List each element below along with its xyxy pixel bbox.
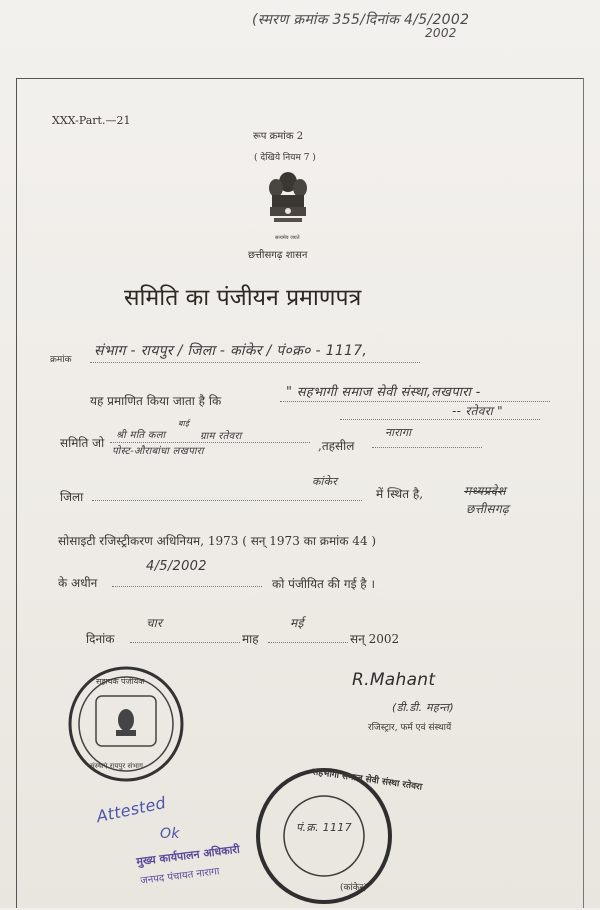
sthit-text: में स्थित है, <box>376 487 424 501</box>
san-label: सन् 2002 <box>350 632 400 646</box>
kramank-line <box>90 362 420 363</box>
kramank-value: संभाग - रायपुर / जिला - कांकेर / पं०क्र० - 1117, <box>94 343 368 359</box>
emblem-caption: सत्यमेव जयते <box>275 235 300 241</box>
round-seal-text: सहभागी समाज सेवी संस्था रतेवरा <box>311 767 423 793</box>
ceo-stamp-line-2: जनपद पंचायत नारागा <box>139 866 221 887</box>
tehsil-value: नारागा <box>385 426 412 439</box>
samiti-value-line-2: पोस्ट-औराबांधा लखपारा <box>112 446 204 457</box>
attested-ok: Ok <box>160 826 180 842</box>
dinank-value: चार <box>146 616 163 630</box>
round-seal-registration: पं.क्र. 1117 <box>296 821 352 834</box>
panjiyit-text: को पंजीयित की गई है । <box>272 577 376 591</box>
page-border-left <box>16 78 17 908</box>
samiti-superscript-2: बाई <box>178 419 190 428</box>
seal-left-bottom-text: संस्थाएं रायपुर संभाग <box>90 762 143 770</box>
zila-line <box>92 500 362 501</box>
rule-reference: ( देखिये नियम 7 ) <box>254 153 316 163</box>
maah-label: माह <box>242 632 259 646</box>
zila-value: कांकेर <box>312 475 338 488</box>
tehsil-label: ,तहसील <box>318 439 355 453</box>
society-round-seal <box>254 766 394 906</box>
samiti-superscript-1: श्री मति कला <box>116 430 166 441</box>
zila-label: जिला <box>60 490 84 504</box>
national-emblem-icon <box>262 168 314 240</box>
attested-note: Attested <box>94 792 168 827</box>
maah-line <box>268 642 348 643</box>
adhin-date: 4/5/2002 <box>146 559 207 574</box>
page-border-top <box>16 78 584 79</box>
samiti-line <box>110 442 310 443</box>
form-number: रूप क्रमांक 2 <box>253 131 304 142</box>
top-handwritten-note-year: 2002 <box>425 26 457 40</box>
registrar-signature: R.Mahant <box>352 670 436 690</box>
act-text: सोसाइटी रजिस्ट्रीकरण अधिनियम, 1973 ( सन् 1973 का क्रमांक 44 ) <box>58 534 377 548</box>
round-seal-bottom: (कांकेर) <box>340 883 367 893</box>
tehsil-line <box>372 447 482 448</box>
certify-prefix: यह प्रमाणित किया जाता है कि <box>90 394 222 408</box>
adhin-line <box>112 586 262 587</box>
state-struck: मध्यप्रदेश <box>464 484 506 498</box>
dinank-line <box>130 642 240 643</box>
certificate-title: समिति का पंजीयन प्रमाणपत्र <box>124 285 362 311</box>
signatory-name: (डी.डी. महन्त) <box>392 701 454 714</box>
signatory-title: रजिस्ट्रार, फर्म एवं संस्थायें <box>368 723 452 733</box>
maah-value: मई <box>290 616 304 630</box>
government-name: छत्तीसगढ़ शासन <box>248 250 308 261</box>
seal-left-top-text: सहायक पंजीयक <box>96 677 145 686</box>
state-value: छत्तीसगढ़ <box>466 502 509 516</box>
samiti-value-line-1: ग्राम रतेवरा <box>200 431 242 442</box>
society-line <box>280 401 550 402</box>
dinank-label: दिनांक <box>86 632 115 646</box>
society-line-2 <box>340 419 540 420</box>
kramank-label: क्रमांक <box>50 355 72 365</box>
form-reference: XXX-Part.—21 <box>52 114 131 127</box>
ceo-stamp-line-1: मुख्य कार्यपालन अधिकारी <box>135 842 241 869</box>
samiti-prefix: समिति जो <box>60 436 105 450</box>
page-border-right <box>583 78 584 908</box>
top-handwritten-note: (स्मरण क्रमांक 355/दिनांक 4/5/2002 <box>252 12 470 28</box>
society-name-line-2: -- रतेवरा " <box>452 404 503 418</box>
society-name-line-1: " सहभागी समाज सेवी संस्था,लखपारा - <box>286 385 481 400</box>
adhin-label: के अधीन <box>58 576 98 590</box>
